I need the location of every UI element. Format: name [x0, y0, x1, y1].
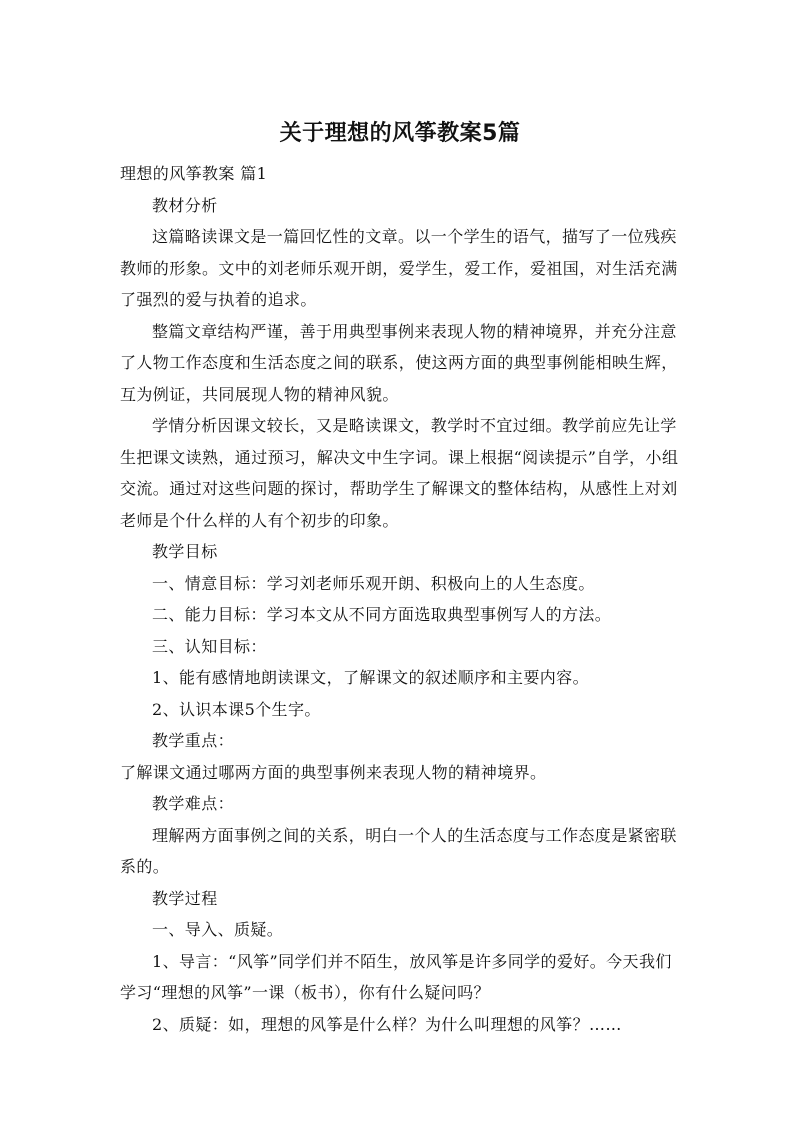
paragraph: 1、导言：“风筝”同学们并不陌生，放风筝是许多同学的爱好。今天我们学习“理想的风筝”一课（板书），你有什么疑问吗？ [120, 951, 672, 1002]
paragraph: 理解两方面事例之间的关系，明白一个人的生活态度与工作态度是紧密联系的。 [120, 825, 677, 876]
paragraph: 理想的风筝教案 篇1 [120, 164, 268, 183]
paragraph: 整篇文章结构严谨，善于用典型事例来表现人物的精神境界，并充分注意了人物工作态度和生活态度之间的联系，使这两方面的典型事例能相映生辉，互为例证，共同展现人物的精神风貌。 [120, 321, 678, 404]
document-title: 关于理想的风筝教案5篇 [279, 121, 521, 146]
paragraph: 教学难点： [152, 794, 235, 813]
paragraph: 了解课文通过哪两方面的典型事例来表现人物的精神境界。 [120, 762, 547, 782]
paragraph: 教学过程 [152, 888, 218, 908]
paragraph: 学情分析因课文较长，又是略读课文，教学时不宜过细。教学前应先让学生把课文读熟，通过预习，解决文中生字词。课上根据“阅读提示”自学，小组交流。通过对这些问题的探讨，帮助学生了解课文的整体结构，从感性上对刘老师是个什么样的人有个初步的印象。 [120, 416, 679, 530]
paragraph: 一、情意目标：学习刘老师乐观开朗、积极向上的人生态度。 [152, 573, 595, 593]
document-body [120, 158, 680, 1040]
paragraph: 三、认知目标： [152, 636, 267, 656]
paragraph: 1、能有感情地朗读课文，了解课文的叙述顺序和主要内容。 [152, 668, 589, 687]
paragraph: 教学重点： [152, 731, 235, 750]
paragraph: 教材分析 [152, 195, 218, 215]
paragraph: 教学目标 [152, 542, 218, 561]
paragraph: 这篇略读课文是一篇回忆性的文章。以一个学生的语气，描写了一位残疾教师的形象。文中的刘老师乐观开朗，爱学生，爱工作，爱祖国，对生活充满了强烈的爱与执着的追求。 [120, 227, 678, 309]
paragraph: 一、导入、质疑。 [152, 920, 284, 939]
paragraph: 2、质疑：如，理想的风筝是什么样？为什么叫理想的风筝？…… [152, 1014, 622, 1034]
paragraph: 二、能力目标：学习本文从不同方面选取典型事例写人的方法。 [152, 605, 612, 624]
paragraph: 2、认识本课5个生字。 [152, 699, 321, 719]
